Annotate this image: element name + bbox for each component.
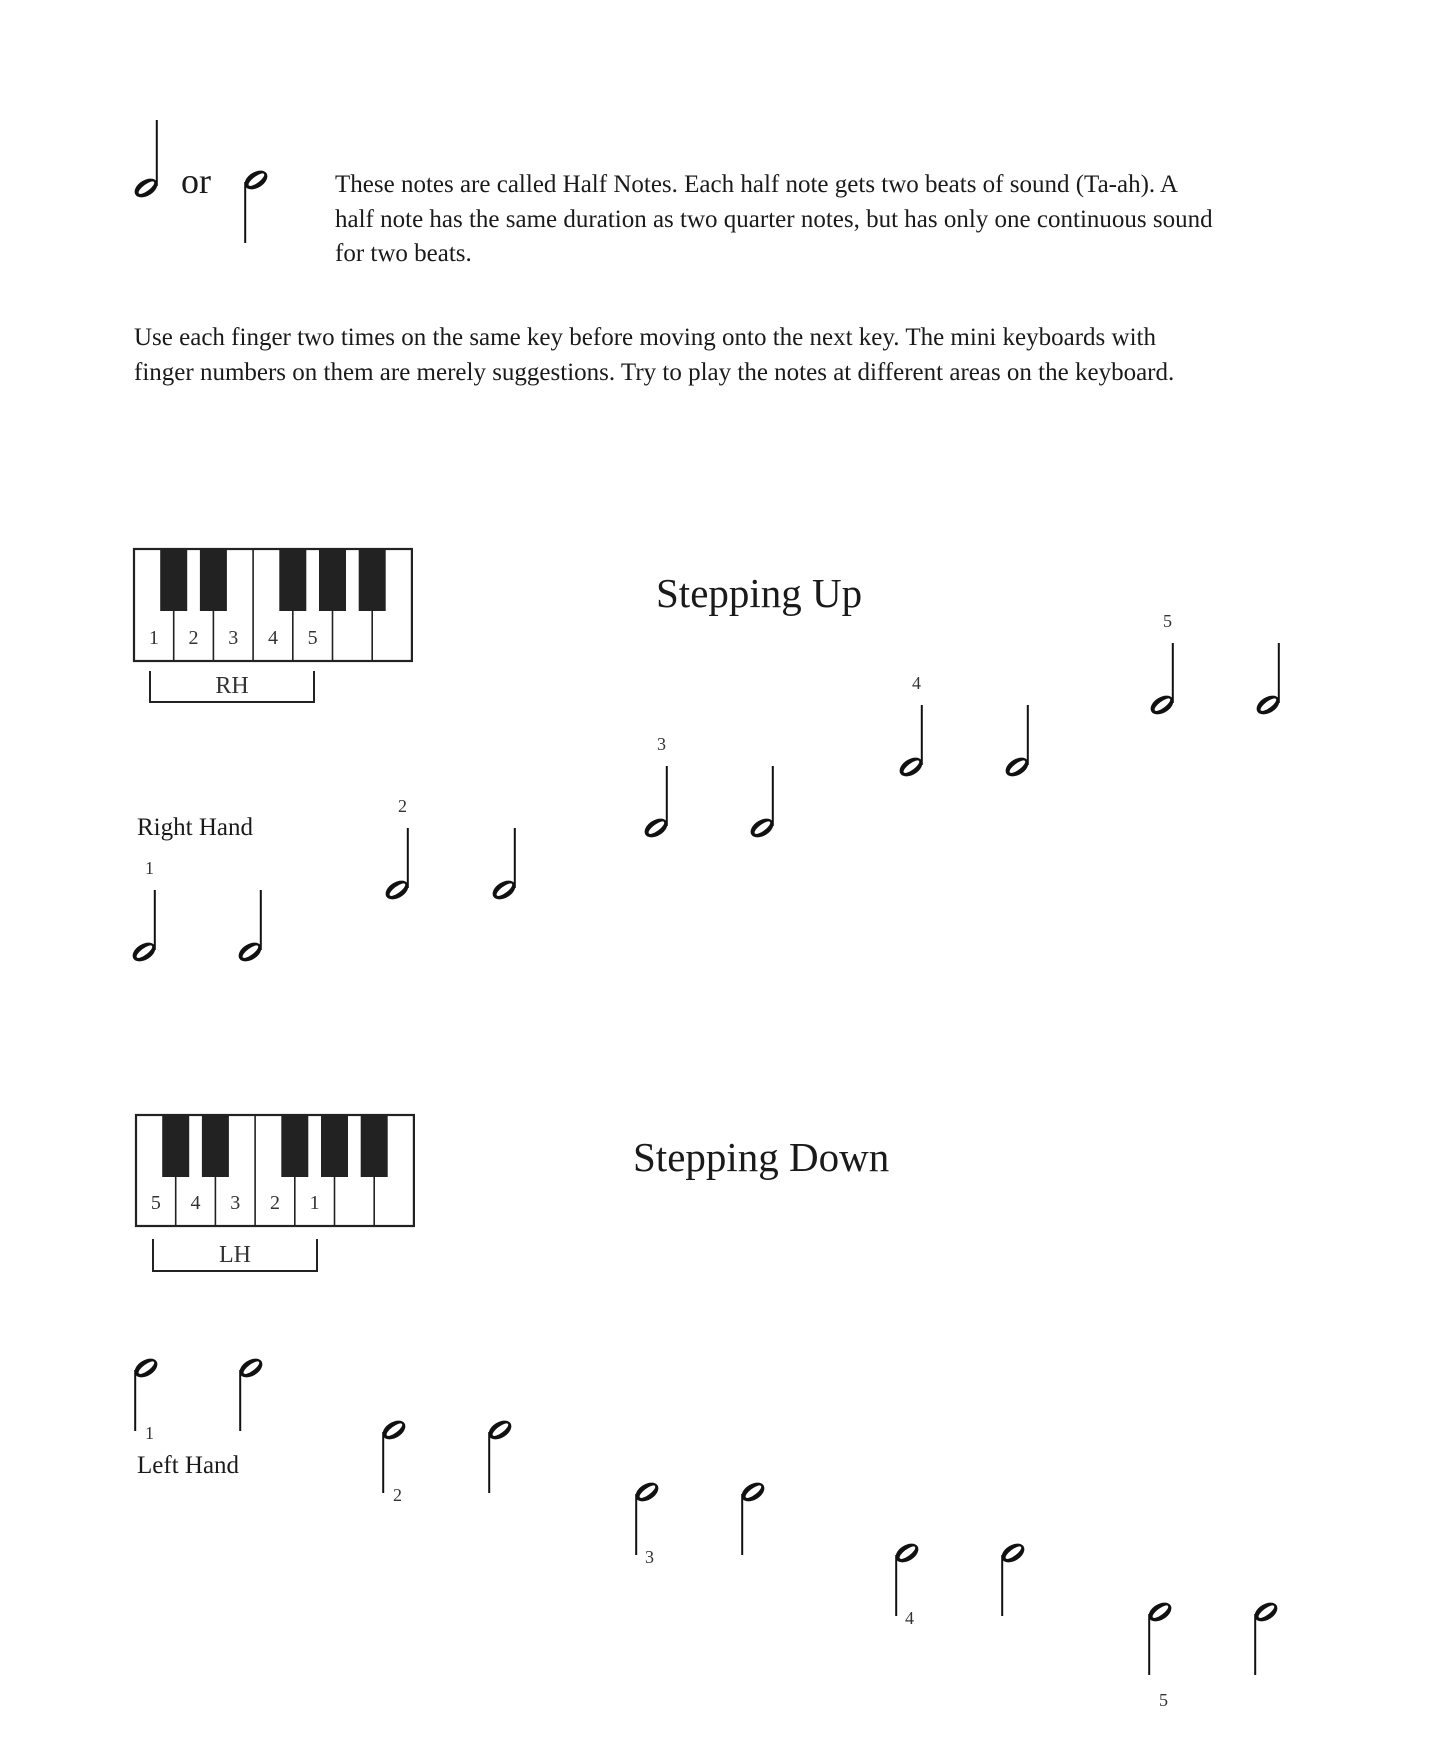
- stepping-up-finger-number: 3: [657, 734, 666, 754]
- key-finger-number: 3: [228, 627, 239, 649]
- key-finger-number: 5: [307, 627, 318, 649]
- left-hand-label: Left Hand: [137, 1452, 240, 1479]
- key-finger-number: 2: [188, 627, 199, 649]
- instructions-line: Use each finger two times on the same key before moving onto the next key. The mini keyboards with: [134, 324, 1156, 351]
- half-note-icon: [129, 890, 158, 965]
- half-note-icon: [131, 120, 160, 201]
- stepping-down-finger-number: 4: [905, 1608, 914, 1628]
- stepping-down-finger-number: 1: [145, 1423, 154, 1443]
- black-key: [321, 1115, 348, 1177]
- key-finger-number: 5: [150, 1192, 161, 1214]
- black-key: [160, 549, 187, 611]
- stepping-down-notes: [131, 1355, 1280, 1675]
- black-key: [162, 1115, 189, 1177]
- black-key: [281, 1115, 308, 1177]
- black-key: [279, 549, 306, 611]
- key-finger-number: 4: [267, 627, 278, 649]
- rh-mini-keyboard: [134, 549, 412, 702]
- stepping-up-finger-number: 1: [145, 858, 154, 878]
- right-hand-label: Right Hand: [137, 814, 253, 841]
- half-note-icon: [241, 167, 270, 243]
- instructions-line: finger numbers on them are merely suggestions. Try to play the notes at different areas on the keyboard.: [134, 358, 1175, 386]
- key-finger-number: 2: [269, 1192, 280, 1214]
- stepping-up-title: Stepping Up: [656, 570, 863, 616]
- half-note-icon: [236, 1355, 265, 1431]
- half-note-icon: [747, 766, 776, 841]
- keyboard-hand-label: LH: [219, 1242, 251, 1268]
- description-line: half note has the same duration as two quarter notes, but has only one continuous sound: [335, 205, 1213, 233]
- stepping-up-finger-number: 5: [1163, 611, 1172, 631]
- instructions-paragraph: [134, 321, 1174, 390]
- stepping-up-finger-number: 2: [398, 796, 407, 816]
- lh-mini-keyboard: [136, 1115, 414, 1271]
- key-finger-number: 3: [230, 1192, 241, 1214]
- key-finger-number: 1: [309, 1192, 320, 1214]
- key-finger-number: 4: [190, 1192, 201, 1214]
- half-note-icon: [632, 1479, 661, 1555]
- description-line: These notes are called Half Notes. Each half note gets two beats of sound (Ta-ah). A: [335, 171, 1179, 198]
- black-key: [359, 549, 386, 611]
- half-note-description: [335, 168, 1213, 272]
- stepping-up-finger-number: 4: [912, 673, 921, 693]
- half-note-icon: [1147, 643, 1176, 718]
- black-key: [200, 549, 227, 611]
- keyboard-hand-label: RH: [215, 673, 249, 699]
- black-key: [361, 1115, 388, 1177]
- stepping-down-finger-number: 5: [1159, 1690, 1168, 1710]
- key-finger-number: 1: [148, 627, 159, 649]
- half-note-icon: [641, 766, 670, 841]
- black-key: [319, 549, 346, 611]
- stepping-down-finger-number: 3: [645, 1547, 654, 1567]
- black-key: [202, 1115, 229, 1177]
- half-note-icon: [131, 1355, 160, 1431]
- stepping-down-title: Stepping Down: [633, 1134, 890, 1180]
- half-note-icon: [1145, 1599, 1174, 1675]
- half-note-icon: [382, 828, 411, 903]
- half-note-icon: [379, 1417, 408, 1493]
- or-word: or: [181, 161, 211, 201]
- half-note-icon: [1002, 705, 1031, 780]
- half-note-icon: [489, 828, 518, 903]
- half-note-icon: [738, 1479, 767, 1555]
- stepping-down-finger-number: 2: [393, 1485, 402, 1505]
- half-note-icon: [892, 1540, 921, 1616]
- half-note-icon: [896, 705, 925, 780]
- half-note-icon: [998, 1540, 1027, 1616]
- half-note-icon: [485, 1417, 514, 1493]
- half-note-icon: [1251, 1599, 1280, 1675]
- half-note-icon: [1253, 643, 1282, 718]
- stepping-up-notes: [129, 643, 1282, 965]
- description-line: for two beats.: [335, 240, 472, 267]
- half-note-icon: [235, 890, 264, 965]
